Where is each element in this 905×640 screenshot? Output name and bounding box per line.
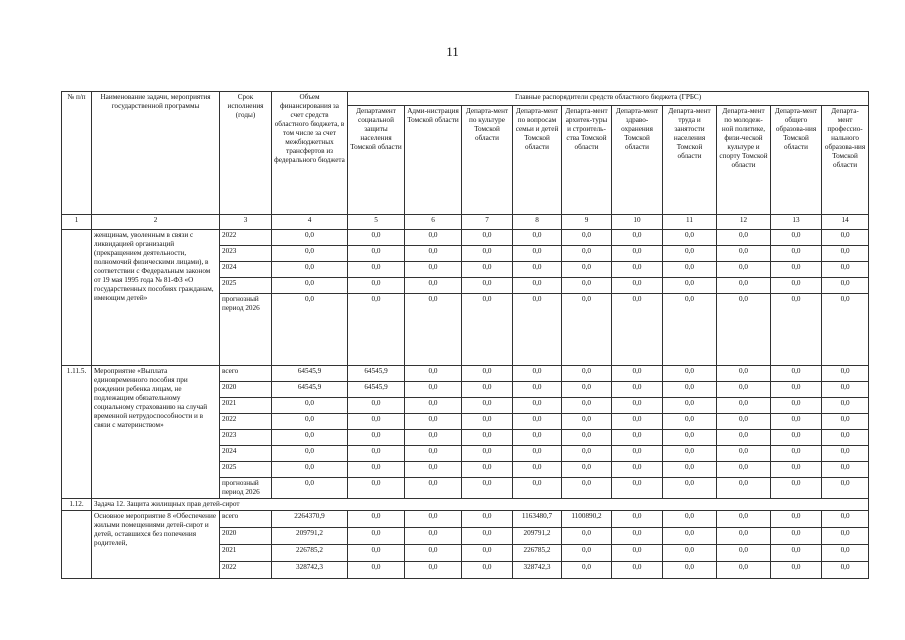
row-term: 2020 [220, 382, 272, 398]
row-value: 0,0 [612, 462, 663, 478]
row-value: 0,0 [348, 545, 405, 562]
row-value: 328742,3 [272, 562, 348, 579]
row-number [62, 511, 92, 579]
row-value: 0,0 [822, 278, 869, 294]
row-value: 0,0 [405, 414, 462, 430]
header-name: Наименование задачи, мероприятия государственной программы [92, 92, 220, 215]
row-value: 0,0 [405, 366, 462, 382]
column-number: 4 [272, 215, 348, 230]
row-value: 0,0 [822, 398, 869, 414]
row-value: 0,0 [405, 430, 462, 446]
row-value: 0,0 [562, 462, 612, 478]
row-value: 0,0 [513, 462, 562, 478]
row-value: 0,0 [513, 246, 562, 262]
row-value: 0,0 [462, 462, 513, 478]
row-term: 2022 [220, 414, 272, 430]
row-value: 0,0 [663, 446, 717, 462]
row-value: 0,0 [717, 230, 771, 246]
row-value: 0,0 [405, 462, 462, 478]
row-value: 0,0 [513, 446, 562, 462]
row-value: 64545,9 [272, 366, 348, 382]
row-value: 0,0 [562, 414, 612, 430]
row-value: 328742,3 [513, 562, 562, 579]
table-row [62, 511, 869, 528]
row-value: 0,0 [405, 230, 462, 246]
row-value: 0,0 [771, 478, 822, 499]
task-number: 1.12. [62, 499, 92, 511]
row-value: 0,0 [717, 528, 771, 545]
row-value: 0,0 [348, 430, 405, 446]
row-value: 0,0 [612, 446, 663, 462]
row-value: 0,0 [822, 414, 869, 430]
row-value: 0,0 [822, 528, 869, 545]
header-grbs-7: Департа-мент труда и занятости населения Томской области [663, 106, 717, 215]
row-value: 0,0 [513, 398, 562, 414]
row-value: 0,0 [405, 446, 462, 462]
row-value: 0,0 [612, 545, 663, 562]
row-name: женщинам, уволенным в связи с ликвидацией организаций (прекращением деятельности, полномочий физическими лицами), в соответствии с Федеральным законом от 19 мая 1995 года № 81-ФЗ «О государственных пособиях гражданам, имеющим детей» [92, 230, 220, 366]
row-value: 0,0 [717, 246, 771, 262]
row-value: 0,0 [272, 246, 348, 262]
row-value: 0,0 [562, 262, 612, 278]
row-value: 0,0 [612, 528, 663, 545]
row-value: 0,0 [272, 430, 348, 446]
row-value: 0,0 [822, 366, 869, 382]
row-value: 1163480,7 [513, 511, 562, 528]
row-value: 0,0 [462, 278, 513, 294]
row-value: 0,0 [717, 278, 771, 294]
column-number: 6 [405, 215, 462, 230]
row-value: 0,0 [822, 446, 869, 462]
row-value: 0,0 [717, 446, 771, 462]
row-value: 0,0 [562, 294, 612, 366]
row-value: 0,0 [612, 382, 663, 398]
row-term: 2022 [220, 230, 272, 246]
row-value: 0,0 [513, 294, 562, 366]
row-value: 0,0 [348, 294, 405, 366]
row-value: 0,0 [612, 430, 663, 446]
row-term: 2023 [220, 246, 272, 262]
task-title: Задача 12. Защита жилищных прав детей-сирот [92, 499, 869, 511]
row-value: 0,0 [663, 511, 717, 528]
header-grbs-group: Главные распорядители средств областного бюджета (ГРБС) [348, 92, 869, 106]
row-value: 0,0 [663, 382, 717, 398]
column-number: 2 [92, 215, 220, 230]
row-value: 0,0 [513, 230, 562, 246]
header-term: Срок исполнения (годы) [220, 92, 272, 215]
row-value: 0,0 [272, 398, 348, 414]
row-value: 0,0 [717, 462, 771, 478]
row-value: 0,0 [717, 562, 771, 579]
row-value: 0,0 [462, 430, 513, 446]
row-value: 0,0 [272, 230, 348, 246]
row-term: 2022 [220, 562, 272, 579]
row-value: 0,0 [663, 478, 717, 499]
row-value: 0,0 [513, 366, 562, 382]
row-value: 0,0 [348, 462, 405, 478]
row-value: 0,0 [462, 262, 513, 278]
row-value: 0,0 [663, 278, 717, 294]
row-term: прогнозный период 2026 [220, 294, 272, 366]
row-value: 0,0 [272, 478, 348, 499]
row-value: 0,0 [348, 528, 405, 545]
row-value: 2264370,9 [272, 511, 348, 528]
column-number: 7 [462, 215, 513, 230]
row-name: Основное мероприятие 8 «Обеспечение жилыми помещениями детей-сирот и детей, оставшихся без попечения родителей, [92, 511, 220, 579]
row-value: 0,0 [717, 262, 771, 278]
row-number [62, 230, 92, 366]
row-value: 0,0 [462, 294, 513, 366]
row-value: 0,0 [771, 246, 822, 262]
row-value: 0,0 [717, 478, 771, 499]
row-value: 209791,2 [272, 528, 348, 545]
row-value: 0,0 [822, 511, 869, 528]
row-term: 2024 [220, 446, 272, 462]
row-value: 0,0 [663, 562, 717, 579]
row-value: 0,0 [717, 294, 771, 366]
task-row [62, 499, 869, 511]
row-value: 0,0 [562, 230, 612, 246]
row-value: 0,0 [348, 414, 405, 430]
row-value: 0,0 [405, 294, 462, 366]
column-number: 11 [663, 215, 717, 230]
row-value: 0,0 [822, 382, 869, 398]
row-value: 0,0 [822, 246, 869, 262]
row-value: 0,0 [771, 382, 822, 398]
row-value: 0,0 [612, 246, 663, 262]
row-value: 0,0 [348, 246, 405, 262]
row-value: 0,0 [663, 262, 717, 278]
column-number: 14 [822, 215, 869, 230]
row-value: 0,0 [717, 366, 771, 382]
row-value: 0,0 [513, 382, 562, 398]
row-value: 0,0 [771, 545, 822, 562]
table-row [62, 230, 869, 246]
header-grbs-6: Департа-мент здраво-охранения Томской области [612, 106, 663, 215]
row-value: 0,0 [771, 528, 822, 545]
row-value: 0,0 [822, 430, 869, 446]
column-number: 1 [62, 215, 92, 230]
header-volume: Объем финансирования за счет средств областного бюджета, в том числе за счет межбюджетных трансфертов из федерального бюджета [272, 92, 348, 215]
row-value: 0,0 [348, 398, 405, 414]
row-value: 0,0 [405, 262, 462, 278]
row-value: 0,0 [562, 478, 612, 499]
row-value: 0,0 [822, 262, 869, 278]
row-value: 0,0 [771, 562, 822, 579]
row-value: 0,0 [612, 478, 663, 499]
row-value: 0,0 [513, 430, 562, 446]
row-value: 0,0 [462, 446, 513, 462]
row-value: 0,0 [822, 462, 869, 478]
row-value: 0,0 [663, 246, 717, 262]
row-value: 0,0 [663, 430, 717, 446]
row-value: 0,0 [405, 528, 462, 545]
budget-table [61, 91, 869, 579]
row-value: 0,0 [462, 366, 513, 382]
row-value: 0,0 [348, 278, 405, 294]
header-grbs-3: Департа-мент по культуре Томской области [462, 106, 513, 215]
row-value: 0,0 [462, 246, 513, 262]
row-value: 0,0 [822, 562, 869, 579]
row-value: 0,0 [771, 511, 822, 528]
row-value: 209791,2 [513, 528, 562, 545]
row-term: 2020 [220, 528, 272, 545]
header-grbs-1: Департамент социальной защиты населения Томской области [348, 106, 405, 215]
row-value: 0,0 [663, 545, 717, 562]
row-value: 0,0 [562, 562, 612, 579]
row-value: 0,0 [612, 294, 663, 366]
row-value: 0,0 [462, 382, 513, 398]
row-value: 0,0 [562, 446, 612, 462]
row-value: 0,0 [717, 382, 771, 398]
row-term: всего [220, 511, 272, 528]
row-value: 0,0 [562, 278, 612, 294]
column-number: 9 [562, 215, 612, 230]
column-number: 10 [612, 215, 663, 230]
row-value: 0,0 [562, 430, 612, 446]
row-value: 0,0 [771, 398, 822, 414]
row-value: 64545,9 [348, 382, 405, 398]
row-value: 0,0 [663, 294, 717, 366]
row-value: 0,0 [462, 398, 513, 414]
row-term: 2023 [220, 430, 272, 446]
row-value: 0,0 [462, 414, 513, 430]
row-value: 0,0 [612, 366, 663, 382]
row-value: 0,0 [771, 430, 822, 446]
row-term: 2024 [220, 262, 272, 278]
row-value: 0,0 [771, 462, 822, 478]
page-number: 11 [446, 44, 459, 59]
row-value: 0,0 [822, 478, 869, 499]
table-body [62, 92, 869, 579]
row-value: 0,0 [612, 414, 663, 430]
row-value: 0,0 [612, 278, 663, 294]
row-value: 0,0 [562, 382, 612, 398]
row-value: 226785,2 [272, 545, 348, 562]
row-value: 226785,2 [513, 545, 562, 562]
row-value: 0,0 [272, 294, 348, 366]
row-term: 2021 [220, 398, 272, 414]
row-value: 0,0 [348, 262, 405, 278]
row-value: 0,0 [771, 414, 822, 430]
header-grbs-10: Департа-мент профессио-нального образова-ния Томской области [822, 106, 869, 215]
row-value: 0,0 [663, 414, 717, 430]
row-value: 0,0 [462, 528, 513, 545]
row-value: 0,0 [663, 398, 717, 414]
row-value: 0,0 [405, 545, 462, 562]
row-value: 0,0 [612, 511, 663, 528]
column-number: 13 [771, 215, 822, 230]
row-value: 0,0 [771, 366, 822, 382]
row-value: 0,0 [822, 230, 869, 246]
row-value: 0,0 [348, 478, 405, 499]
row-value: 0,0 [462, 545, 513, 562]
row-value: 0,0 [612, 562, 663, 579]
row-value: 0,0 [348, 446, 405, 462]
row-value: 0,0 [562, 366, 612, 382]
column-number: 3 [220, 215, 272, 230]
row-value: 0,0 [348, 562, 405, 579]
header-grbs-9: Департа-мент общего образова-ния Томской области [771, 106, 822, 215]
row-value: 0,0 [462, 562, 513, 579]
row-term: прогнозный период 2026 [220, 478, 272, 499]
header-grbs-2: Адми-нистрация Томской области [405, 106, 462, 215]
row-value: 0,0 [405, 478, 462, 499]
row-value: 0,0 [462, 511, 513, 528]
row-value: 0,0 [405, 398, 462, 414]
row-value: 0,0 [405, 278, 462, 294]
row-value: 0,0 [771, 446, 822, 462]
header-grbs-8: Департа-мент по молодеж-ной политике, физи-ческой культуре и спорту Томской области [717, 106, 771, 215]
row-value: 0,0 [663, 366, 717, 382]
row-value: 0,0 [272, 262, 348, 278]
row-value: 0,0 [771, 230, 822, 246]
table-row [62, 366, 869, 382]
row-value: 0,0 [272, 446, 348, 462]
row-value: 0,0 [717, 414, 771, 430]
header-grbs-5: Департа-мент архитек-туры и строитель-ства Томской области [562, 106, 612, 215]
row-term: 2025 [220, 462, 272, 478]
row-value: 0,0 [513, 414, 562, 430]
column-number: 5 [348, 215, 405, 230]
row-value: 0,0 [822, 545, 869, 562]
row-value: 0,0 [272, 278, 348, 294]
row-value: 0,0 [663, 462, 717, 478]
row-value: 0,0 [771, 262, 822, 278]
row-value: 0,0 [663, 230, 717, 246]
row-value: 0,0 [405, 562, 462, 579]
row-value: 0,0 [717, 398, 771, 414]
row-term: 2025 [220, 278, 272, 294]
row-value: 0,0 [612, 398, 663, 414]
row-value: 0,0 [771, 294, 822, 366]
row-value: 0,0 [562, 528, 612, 545]
row-value: 64545,9 [272, 382, 348, 398]
row-value: 0,0 [717, 545, 771, 562]
row-value: 0,0 [822, 294, 869, 366]
row-value: 0,0 [513, 478, 562, 499]
row-value: 0,0 [405, 382, 462, 398]
row-value: 0,0 [612, 230, 663, 246]
header-grbs-4: Департа-мент по вопросам семьи и детей Томской области [513, 106, 562, 215]
column-number: 12 [717, 215, 771, 230]
row-value: 0,0 [272, 462, 348, 478]
row-value: 0,0 [513, 262, 562, 278]
row-value: 0,0 [663, 528, 717, 545]
row-value: 0,0 [405, 511, 462, 528]
row-value: 0,0 [405, 246, 462, 262]
row-value: 0,0 [513, 278, 562, 294]
row-term: 2021 [220, 545, 272, 562]
row-term: всего [220, 366, 272, 382]
row-value: 0,0 [272, 414, 348, 430]
row-value: 0,0 [348, 511, 405, 528]
row-value: 64545,9 [348, 366, 405, 382]
row-value: 0,0 [562, 246, 612, 262]
row-number: 1.11.5. [62, 366, 92, 499]
row-value: 0,0 [462, 230, 513, 246]
row-value: 0,0 [562, 398, 612, 414]
column-number: 8 [513, 215, 562, 230]
row-value: 1100890,2 [562, 511, 612, 528]
row-value: 0,0 [717, 430, 771, 446]
row-value: 0,0 [562, 545, 612, 562]
row-value: 0,0 [348, 230, 405, 246]
row-value: 0,0 [717, 511, 771, 528]
row-name: Мероприятие «Выплата единовременного пособия при рождении ребенка лицам, не подлежащим обязательному социальному страхованию на случай временной нетрудоспособности и в связи с материнством» [92, 366, 220, 499]
row-value: 0,0 [462, 478, 513, 499]
header-no: № п/п [62, 92, 92, 215]
row-value: 0,0 [612, 262, 663, 278]
row-value: 0,0 [771, 278, 822, 294]
